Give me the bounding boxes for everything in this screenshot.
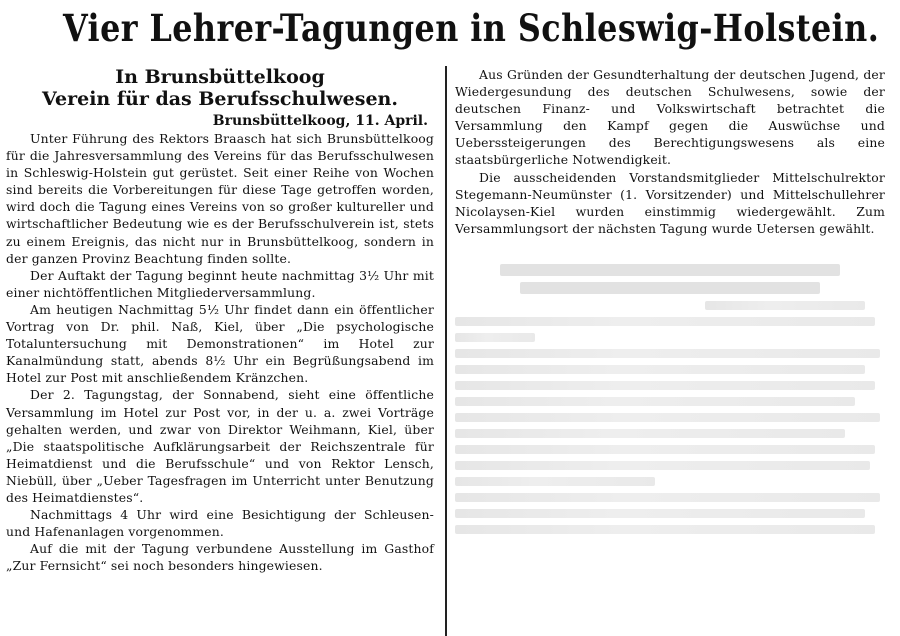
article-dateline: Brunsbüttelkoog, 11. April. <box>212 113 428 129</box>
right-column <box>455 66 885 237</box>
article-paragraph: Am heutigen Nachmittag 5½ Uhr findet dann ein öffentlicher Vortrag von Dr. phil. Naß, Kiel, über „Die psychologische Totaluntersuchung mit Demonstrationen“ im Hotel zur Kanalmündung statt, abends 8½ Uhr ein Begrüßungsabend im Hotel zur Post mit anschließendem Kränzchen. <box>6 301 434 386</box>
article-paragraph: Nachmittags 4 Uhr wird eine Besichtigung der Schleusen- und Hafenanlagen vorgenommen. <box>6 507 434 540</box>
article-paragraph: Der Auftakt der Tagung beginnt heute nachmittag 3½ Uhr mit einer nichtöffentlichen Mitgliederversammlung. <box>6 267 434 300</box>
article-paragraph: Der 2. Tagungstag, der Sonnabend, sieht eine öffentliche Versammlung im Hotel zur Post vor, in der u. a. zwei Vorträge gehalten werden, und zwar von Direktor Weihmann, Kiel, über „Die staatspolitische Aufklärungsarbeit der Reichszentrale für Heimatdienst und die Berufsschule“ und von Rektor Lensch, Niebüll, über „Ueber Tagesfragen im Unterricht unter Benutzung des Heimatdienstes“. <box>6 387 434 505</box>
column-divider <box>445 66 447 636</box>
article-subhead-location: In Brunsbüttelkoog <box>115 66 325 88</box>
article-paragraph: Aus Gründen der Gesundterhaltung der deutschen Jugend, der Wiedergesundung des deutschen Schulwesens, sowie der deutschen Finanz- und Volkswirtschaft betrachtet die Versammlung den Kampf gegen die Auswüchse und Ueberssteigerungen des Berechtigungswesens als eine staatsbürgerliche Notwendigkeit. <box>455 67 885 168</box>
article-paragraph: Unter Führung des Rektors Braasch hat sich Brunsbüttelkoog für die Jahresversammlung des Vereins für das Berufsschulwesen in Schleswig-Holstein gut gerüstet. Seit einer Reihe von Wochen sind bereits die Vorbereitungen für diese Tage getroffen worden, wird doch die Tagung eines Vereins von so großer kultureller und wirtschaftlicher Bedeutung wie es der Berufsschulverein ist, stets zu einem Ereignis, das nicht nur in Brunsbüttelkoog, sondern in der ganzen Provinz Beachtung finden sollte. <box>6 131 434 266</box>
article-paragraph: Die ausscheidenden Vorstandsmitglieder Mittelschulrektor Stegemann-Neumünster (1. Vorsitzender) und Mittelschullehrer Nicolaysen-Kiel wurden einstimmig wiedergewählt. Zum Versammlungsort der nächsten Tagung wurde Uetersen gewählt. <box>455 169 885 236</box>
headline: Vier Lehrer-Tagungen in Schleswig-Holstein. <box>63 6 880 50</box>
faded-bleed-through-text <box>455 258 885 628</box>
article-subhead-title: Verein für das Berufsschulwesen. <box>42 88 398 110</box>
article-paragraph: Auf die mit der Tagung verbundene Ausstellung im Gasthof „Zur Fernsicht“ sei noch besonders hingewiesen. <box>6 541 434 574</box>
left-column <box>6 66 434 574</box>
